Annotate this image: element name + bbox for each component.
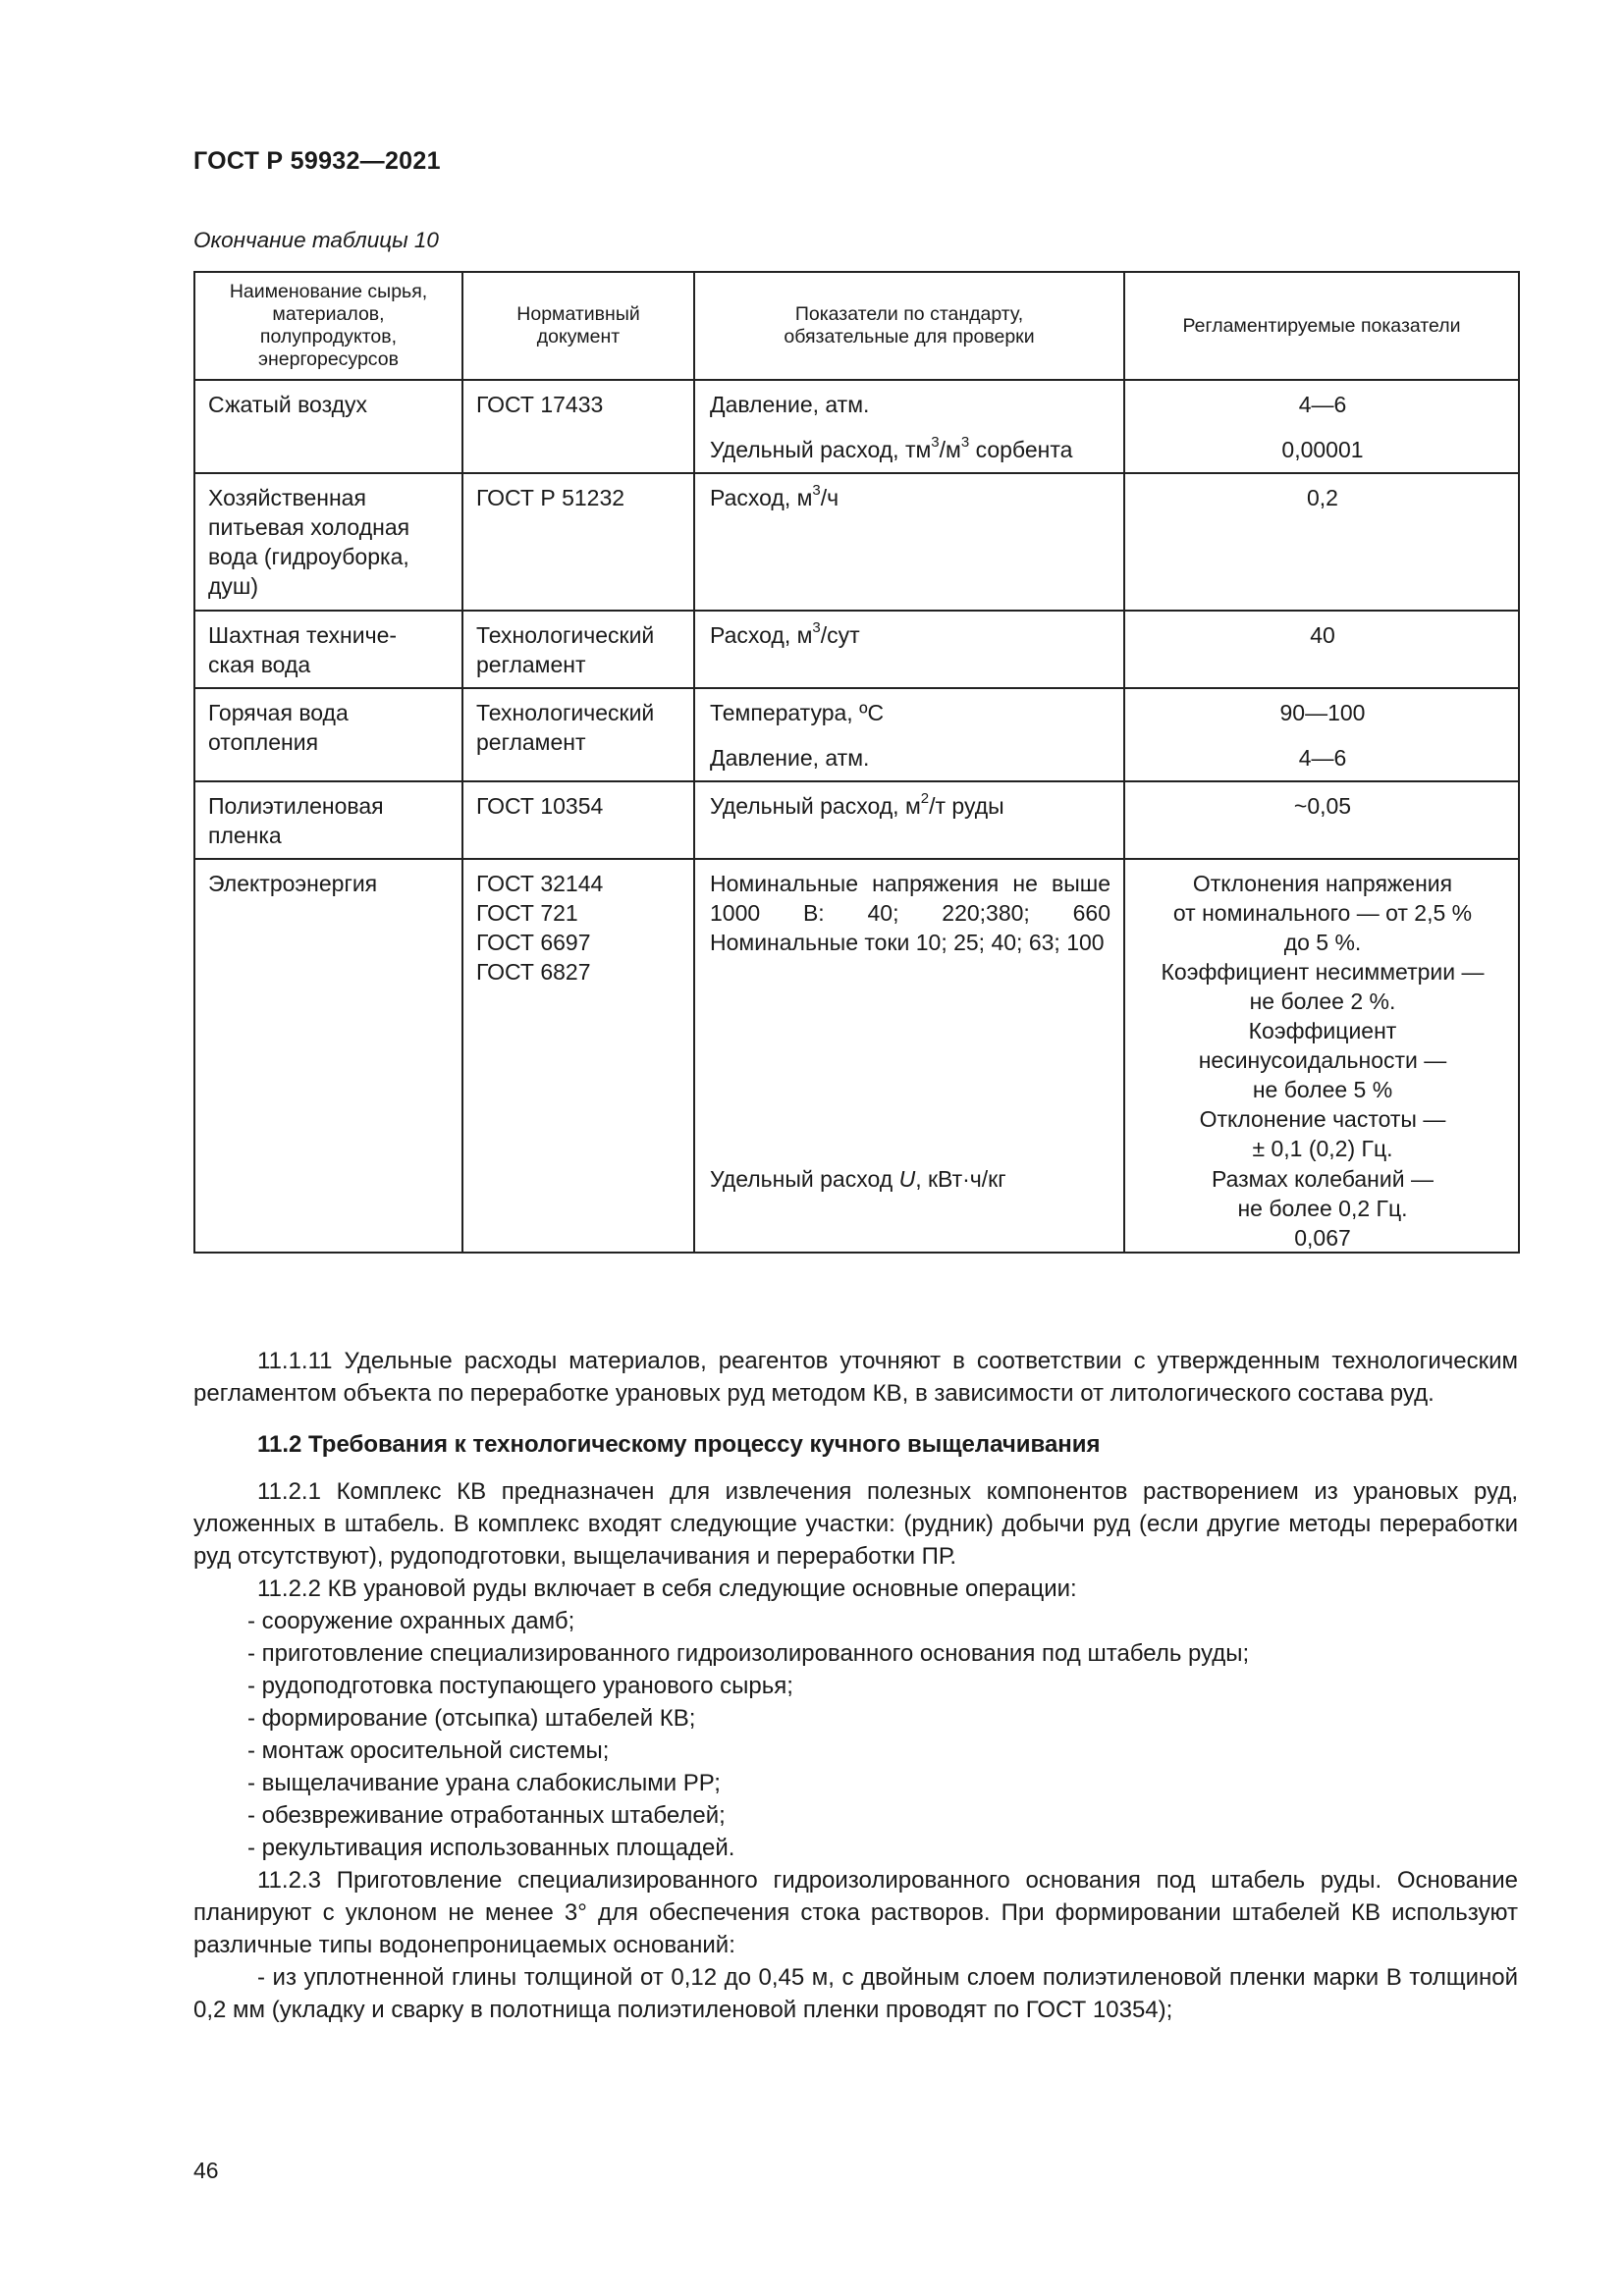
table-cell-doc <box>462 859 694 1253</box>
paragraph-11-1-11: 11.1.11 Удельные расходы материалов, реагентов уточняют в соответствии с утвержденным технологическим регламентом объекта по переработке урановых руд методом КВ, в зависимости от литологического состава руд. <box>193 1348 1518 1407</box>
param-text: Удельный расход, $тм^3/м^3$ сорбента <box>710 434 1073 462</box>
table-cell-params <box>694 611 1124 688</box>
list-item: - формирование (отсыпка) штабелей КВ; <box>247 1705 696 1732</box>
table-cell-values <box>1124 688 1519 781</box>
doc-reference: ГОСТ 6827 <box>476 959 591 985</box>
table-cell-doc: ГОСТ 17433 <box>462 380 694 473</box>
paragraph-clay-base: - из уплотненной глины толщиной от 0,12 до 0,45 м, с двойным слоем полиэтиленовой пленки марки В толщиной 0,2 мм (укладку и сварку в полотнища полиэтиленовой пленки проводят по ГОСТ 10354); <box>193 1964 1518 2023</box>
table-cell-doc: Технологический регламент <box>462 611 694 688</box>
param-value: 40 <box>1310 622 1335 648</box>
table-header-row <box>194 272 1519 380</box>
list-item: - обезвреживание отработанных штабелей; <box>247 1802 726 1829</box>
table-cell-params <box>694 781 1124 859</box>
table-cell-doc: ГОСТ Р 51232 <box>462 473 694 611</box>
table-cell-doc: ГОСТ 10354 <box>462 781 694 859</box>
table-cell-name: Шахтная техниче-ская вода <box>194 611 462 688</box>
table-cell-params <box>694 380 1124 473</box>
table-row <box>194 781 1519 859</box>
table-cell-params <box>694 473 1124 611</box>
table-cell-name: Полиэтиленовая пленка <box>194 781 462 859</box>
section-heading-11-2: 11.2 Требования к технологическому процессу кучного выщелачивания <box>257 1431 1101 1458</box>
param-value: Отклонения напряжения от номинального — от 2,5 % до 5 %. Коэффициент несимметрии — не более 2 %. Коэффициент несинусоидальности — не более 5 % Отклонение частоты — ± 0,1 (0,2) Гц. <box>1161 871 1485 1161</box>
table-cell-params <box>694 688 1124 781</box>
param-value: 90—100 <box>1279 700 1366 725</box>
table-row <box>194 688 1519 781</box>
table-cell-values <box>1124 781 1519 859</box>
list-item: - выщелачивание урана слабокислыми РР; <box>247 1770 721 1796</box>
list-item: - монтаж оросительной системы; <box>247 1737 610 1764</box>
table-cell-values <box>1124 611 1519 688</box>
param-text: Удельный расход, $м^2/т$ руды <box>710 790 1004 819</box>
param-text: Давление, атм. <box>710 392 870 417</box>
param-value: Размах колебаний — не более 0,2 Гц. 0,067 <box>1212 1166 1434 1251</box>
doc-reference: ГОСТ 721 <box>476 900 578 926</box>
param-text: Номинальные напряжения не выше 1000 В: 40; 220;380; 660 Номинальные токи 10; 25; 40; 63; 100 <box>710 871 1110 955</box>
param-value: ~0,05 <box>1293 793 1352 819</box>
paragraph-11-2-1: 11.2.1 Комплекс КВ предназначен для извлечения полезных компонентов растворением из урановых руд, уложенных в штабель. В комплекс входят следующие участки: (рудник) добычи руд (если другие методы переработки руд отсутствуют), рудоподготовки, выщелачивания и переработки ПР. <box>193 1478 1518 1570</box>
param-text: Давление, атм. <box>710 745 870 771</box>
body-text <box>193 1345 1518 2026</box>
list-item: - рекультивация использованных площадей. <box>247 1835 735 1861</box>
table-cell-params <box>694 859 1124 1253</box>
param-text: Удельный расход U, кВт·ч/кг <box>710 1166 1006 1192</box>
column-header-doc: Нормативный документ <box>462 272 694 380</box>
list-item: - сооружение охранных дамб; <box>247 1608 575 1634</box>
param-text: Температура, ºС <box>710 700 885 725</box>
column-header-params: Показатели по стандарту, обязательные для проверки <box>694 272 1124 380</box>
table-cell-name: Электроэнергия <box>194 859 462 1253</box>
table-cell-name: Хозяйственная питьевая холодная вода (гидроуборка, душ) <box>194 473 462 611</box>
table-cell-values <box>1124 859 1519 1253</box>
param-value: 4—6 <box>1298 392 1347 417</box>
page-number: 46 <box>193 2158 219 2183</box>
param-text: Расход, $м^3/ч$ <box>710 482 839 510</box>
table-caption: Окончание таблицы 10 <box>193 228 439 252</box>
table-row <box>194 473 1519 611</box>
table-row <box>194 859 1519 1253</box>
param-value: 4—6 <box>1298 745 1347 771</box>
document-title: ГОСТ Р 59932—2021 <box>193 147 441 175</box>
table-cell-name: Горячая вода отопления <box>194 688 462 781</box>
materials-table <box>193 271 1520 1254</box>
table-cell-doc: Технологический регламент <box>462 688 694 781</box>
param-value: 0,2 <box>1307 485 1338 510</box>
table-row <box>194 611 1519 688</box>
table-row <box>194 380 1519 473</box>
paragraph-11-2-2: 11.2.2 КВ урановой руды включает в себя следующие основные операции: <box>257 1575 1077 1602</box>
column-header-values: Регламентируемые показатели <box>1124 272 1519 380</box>
param-value: 0,00001 <box>1281 437 1364 462</box>
list-item: - рудоподготовка поступающего уранового сырья; <box>247 1673 793 1699</box>
paragraph-11-2-3: 11.2.3 Приготовление специализированного гидроизолированного основания под штабель руды. Основание планируют с уклоном не менее 3° для обеспечения стока растворов. При формировании штабелей КВ используют различные типы водонепроницаемых оснований: <box>193 1867 1518 1958</box>
table-cell-name: Сжатый воздух <box>194 380 462 473</box>
list-item: - приготовление специализированного гидроизолированного основания под штабель руды; <box>247 1640 1250 1667</box>
param-text: Расход, $м^3$/сут <box>710 619 860 648</box>
table-cell-values <box>1124 380 1519 473</box>
doc-reference: ГОСТ 6697 <box>476 930 591 955</box>
column-header-name: Наименование сырья, материалов, полупродуктов, энергоресурсов <box>194 272 462 380</box>
doc-reference: ГОСТ 32144 <box>476 871 604 896</box>
table-cell-values <box>1124 473 1519 611</box>
